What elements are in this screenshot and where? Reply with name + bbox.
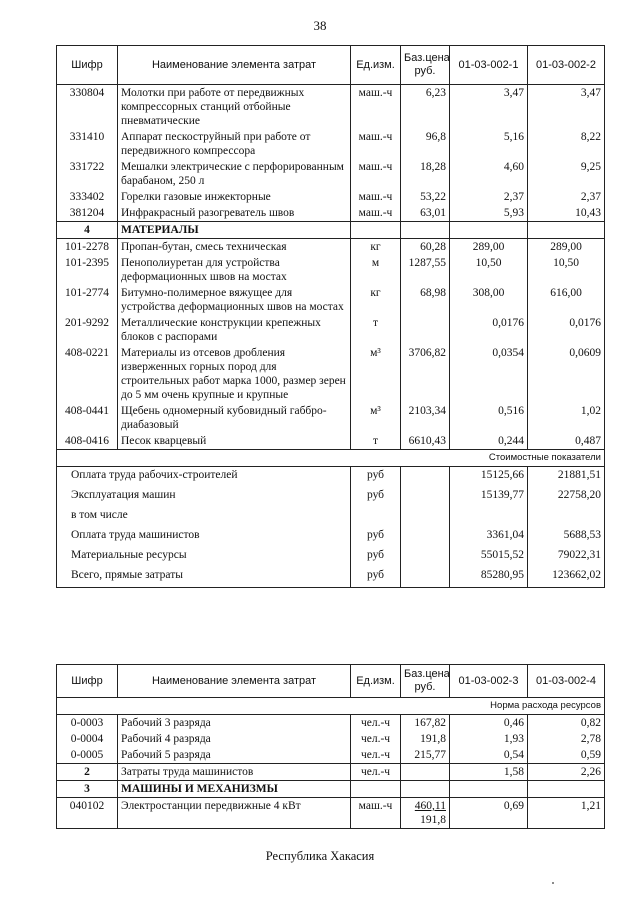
row-code: 101-2774 <box>57 285 118 315</box>
row-price: 6610,43 <box>401 433 450 450</box>
row-name: Пенополиуретан для устройства деформационных швов на мостах <box>118 255 351 285</box>
row-price: 18,28 <box>401 159 450 189</box>
header-price: Баз.цена руб. <box>401 665 450 698</box>
row-price: 215,77 <box>401 747 450 764</box>
table-row <box>57 129 605 159</box>
header-col-b: 01-03-002-4 <box>528 665 605 698</box>
summary-unit: руб <box>351 467 401 488</box>
page-number: 38 <box>313 18 327 33</box>
table-row <box>57 747 605 764</box>
section-row-materials <box>57 222 605 239</box>
row-price: 60,28 <box>401 239 450 256</box>
table-row <box>57 239 605 256</box>
row-unit: кг <box>351 239 401 256</box>
row-code: 0-0004 <box>57 731 118 747</box>
row-value-a: 4,60 <box>450 159 528 189</box>
row-value-b: 2,78 <box>528 731 605 747</box>
machinist-labor-row <box>57 764 605 781</box>
row-code: 040102 <box>57 798 118 829</box>
row-code: 0-0003 <box>57 715 118 732</box>
row-unit: т <box>351 433 401 450</box>
row-name: Инфракрасный разогреватель швов <box>118 205 351 222</box>
row-price: 6,23 <box>401 85 450 130</box>
table-row <box>57 189 605 205</box>
row-code: 0-0005 <box>57 747 118 764</box>
row-price <box>401 315 450 345</box>
row-value-a: 3,47 <box>450 85 528 130</box>
section-title: МАШИНЫ И МЕХАНИЗМЫ <box>118 781 351 798</box>
strip-label: Норма расхода ресурсов <box>57 698 605 715</box>
row-code: 381204 <box>57 205 118 222</box>
summary-value-a: 55015,52 <box>450 547 528 567</box>
row-value-a: 1,58 <box>450 764 528 781</box>
empty-cell <box>401 507 450 527</box>
row-value-a: 10,50 <box>450 255 528 285</box>
row-price: 2103,34 <box>401 403 450 433</box>
row-value-a: 0,69 <box>450 798 528 829</box>
summary-value-a: 15139,77 <box>450 487 528 507</box>
row-name: Затраты труда машинистов <box>118 764 351 781</box>
row-value-a: 5,93 <box>450 205 528 222</box>
row-code: 333402 <box>57 189 118 205</box>
row-value-b: 0,0176 <box>528 315 605 345</box>
row-name: Аппарат пескоструйный при работе от передвижного компрессора <box>118 129 351 159</box>
empty-cell <box>401 764 450 781</box>
row-value-a: 0,46 <box>450 715 528 732</box>
summary-label: Оплата труда машинистов <box>57 527 351 547</box>
row-price: 68,98 <box>401 285 450 315</box>
summary-unit: руб <box>351 567 401 588</box>
summary-label: Всего, прямые затраты <box>57 567 351 588</box>
row-name: Щебень одномерный кубовидный габбро-диабазовый <box>118 403 351 433</box>
row-value-b: 0,487 <box>528 433 605 450</box>
summary-unit: руб <box>351 527 401 547</box>
table-row <box>57 798 605 829</box>
summary-row <box>57 567 605 588</box>
row-value-a: 1,93 <box>450 731 528 747</box>
summary-row <box>57 467 605 488</box>
row-name: Рабочий 5 разряда <box>118 747 351 764</box>
row-name: Материалы из отсевов дробления изверженных горных пород для строительных работ марка 1000, размер зерен до 5 мм очень крупные и крупные <box>118 345 351 403</box>
summary-value-b: 79022,31 <box>528 547 605 567</box>
row-code: 331722 <box>57 159 118 189</box>
row-price: 3706,82 <box>401 345 450 403</box>
header-col-a: 01-03-002-1 <box>450 46 528 85</box>
summary-label: Материальные ресурсы <box>57 547 351 567</box>
row-name: Молотки при работе от передвижных компрессорных станций отбойные пневматические <box>118 85 351 130</box>
row-price: 167,82 <box>401 715 450 732</box>
empty-cell <box>401 567 450 588</box>
cost-table-1 <box>56 45 605 588</box>
resource-norm-strip <box>57 698 605 715</box>
row-unit: маш.-ч <box>351 159 401 189</box>
row-value-b: 10,50 <box>528 255 605 285</box>
section-title: МАТЕРИАЛЫ <box>118 222 351 239</box>
row-unit: кг <box>351 285 401 315</box>
row-code: 2 <box>57 764 118 781</box>
empty-cell <box>528 781 605 798</box>
row-value-a: 0,54 <box>450 747 528 764</box>
row-code: 408-0441 <box>57 403 118 433</box>
row-code: 408-0416 <box>57 433 118 450</box>
empty-cell <box>401 527 450 547</box>
row-name: Битумно-полимерное вяжущее для устройства деформационных швов на мостах <box>118 285 351 315</box>
row-name: Песок кварцевый <box>118 433 351 450</box>
empty-cell <box>401 547 450 567</box>
empty-cell <box>528 222 605 239</box>
table1-header-row <box>57 46 605 85</box>
cost-indicators-strip <box>57 450 605 467</box>
summary-label: Эксплуатация машин <box>57 487 351 507</box>
empty-cell <box>450 222 528 239</box>
row-price: 191,8 <box>401 731 450 747</box>
empty-cell <box>450 781 528 798</box>
summary-value-a: 3361,04 <box>450 527 528 547</box>
summary-row <box>57 547 605 567</box>
table-row <box>57 159 605 189</box>
row-value-a: 0,0354 <box>450 345 528 403</box>
row-price: 1287,55 <box>401 255 450 285</box>
table-row <box>57 731 605 747</box>
row-unit: чел.-ч <box>351 747 401 764</box>
table-row <box>57 345 605 403</box>
summary-value-b: 123662,02 <box>528 567 605 588</box>
row-code: 330804 <box>57 85 118 130</box>
row-value-b: 616,00 <box>528 285 605 315</box>
row-unit: м³ <box>351 403 401 433</box>
table-row <box>57 255 605 285</box>
row-name: Металлические конструкции крепежных блоков с распорами <box>118 315 351 345</box>
footer-region: Республика Хакасия <box>265 849 375 863</box>
row-value-b: 10,43 <box>528 205 605 222</box>
row-value-b: 0,0609 <box>528 345 605 403</box>
table-row <box>57 315 605 345</box>
row-unit: маш.-ч <box>351 205 401 222</box>
summary-value-b <box>528 507 605 527</box>
table-row <box>57 205 605 222</box>
row-value-b: 1,02 <box>528 403 605 433</box>
cost-table-2 <box>56 664 605 829</box>
header-price: Баз.цена руб. <box>401 46 450 85</box>
row-code: 201-9292 <box>57 315 118 345</box>
empty-cell <box>401 467 450 488</box>
row-unit: чел.-ч <box>351 731 401 747</box>
scan-speck <box>552 882 554 884</box>
summary-unit: руб <box>351 487 401 507</box>
row-price-bottom: 191,8 <box>420 814 446 826</box>
summary-value-b: 5688,53 <box>528 527 605 547</box>
row-unit: м <box>351 255 401 285</box>
header-col-a: 01-03-002-3 <box>450 665 528 698</box>
row-price: 63,01 <box>401 205 450 222</box>
row-code: 408-0221 <box>57 345 118 403</box>
header-code: Шифр <box>57 46 118 85</box>
row-unit: маш.-ч <box>351 129 401 159</box>
header-name: Наименование элемента затрат <box>118 665 351 698</box>
row-name: Горелки газовые инжекторные <box>118 189 351 205</box>
row-name: Электростанции передвижные 4 кВт <box>118 798 351 829</box>
row-price-top: 460,11 <box>414 800 446 812</box>
row-name: Рабочий 4 разряда <box>118 731 351 747</box>
row-code: 331410 <box>57 129 118 159</box>
section-row-machines <box>57 781 605 798</box>
summary-value-a <box>450 507 528 527</box>
table-row <box>57 433 605 450</box>
summary-label: Оплата труда рабочих-строителей <box>57 467 351 488</box>
summary-row <box>57 487 605 507</box>
header-unit: Ед.изм. <box>351 665 401 698</box>
section-code: 4 <box>57 222 118 239</box>
row-value-a: 5,16 <box>450 129 528 159</box>
row-value-b: 3,47 <box>528 85 605 130</box>
row-price-stack <box>401 798 450 829</box>
summary-label: в том числе <box>57 507 351 527</box>
section-code: 3 <box>57 781 118 798</box>
row-value-b: 2,26 <box>528 764 605 781</box>
row-value-a: 2,37 <box>450 189 528 205</box>
row-unit: маш.-ч <box>351 798 401 829</box>
summary-value-a: 15125,66 <box>450 467 528 488</box>
header-col-b: 01-03-002-2 <box>528 46 605 85</box>
row-unit: маш.-ч <box>351 85 401 130</box>
row-value-a: 289,00 <box>450 239 528 256</box>
row-value-b: 289,00 <box>528 239 605 256</box>
table-row <box>57 715 605 732</box>
table-row <box>57 403 605 433</box>
summary-value-a: 85280,95 <box>450 567 528 588</box>
row-unit: маш.-ч <box>351 189 401 205</box>
row-value-b: 0,59 <box>528 747 605 764</box>
row-unit: чел.-ч <box>351 715 401 732</box>
row-value-b: 8,22 <box>528 129 605 159</box>
strip-label: Стоимостные показатели <box>57 450 605 467</box>
header-unit: Ед.изм. <box>351 46 401 85</box>
row-unit: м³ <box>351 345 401 403</box>
table-row <box>57 85 605 130</box>
empty-cell <box>401 781 450 798</box>
row-price: 96,8 <box>401 129 450 159</box>
row-value-a: 0,244 <box>450 433 528 450</box>
row-name: Рабочий 3 разряда <box>118 715 351 732</box>
row-code: 101-2278 <box>57 239 118 256</box>
empty-cell <box>351 781 401 798</box>
summary-unit: руб <box>351 547 401 567</box>
header-name: Наименование элемента затрат <box>118 46 351 85</box>
row-value-a: 308,00 <box>450 285 528 315</box>
row-code: 101-2395 <box>57 255 118 285</box>
summary-unit <box>351 507 401 527</box>
summary-value-b: 21881,51 <box>528 467 605 488</box>
row-value-b: 0,82 <box>528 715 605 732</box>
row-value-b: 9,25 <box>528 159 605 189</box>
row-value-a: 0,0176 <box>450 315 528 345</box>
table-row <box>57 285 605 315</box>
table2-header-row <box>57 665 605 698</box>
row-value-a: 0,516 <box>450 403 528 433</box>
row-value-b: 1,21 <box>528 798 605 829</box>
summary-row <box>57 507 605 527</box>
summary-row <box>57 527 605 547</box>
empty-cell <box>351 222 401 239</box>
row-value-b: 2,37 <box>528 189 605 205</box>
row-unit: чел.-ч <box>351 764 401 781</box>
row-name: Мешалки электрические с перфорированным барабаном, 250 л <box>118 159 351 189</box>
row-name: Пропан-бутан, смесь техническая <box>118 239 351 256</box>
header-code: Шифр <box>57 665 118 698</box>
empty-cell <box>401 222 450 239</box>
row-unit: т <box>351 315 401 345</box>
summary-value-b: 22758,20 <box>528 487 605 507</box>
row-price: 53,22 <box>401 189 450 205</box>
empty-cell <box>401 487 450 507</box>
